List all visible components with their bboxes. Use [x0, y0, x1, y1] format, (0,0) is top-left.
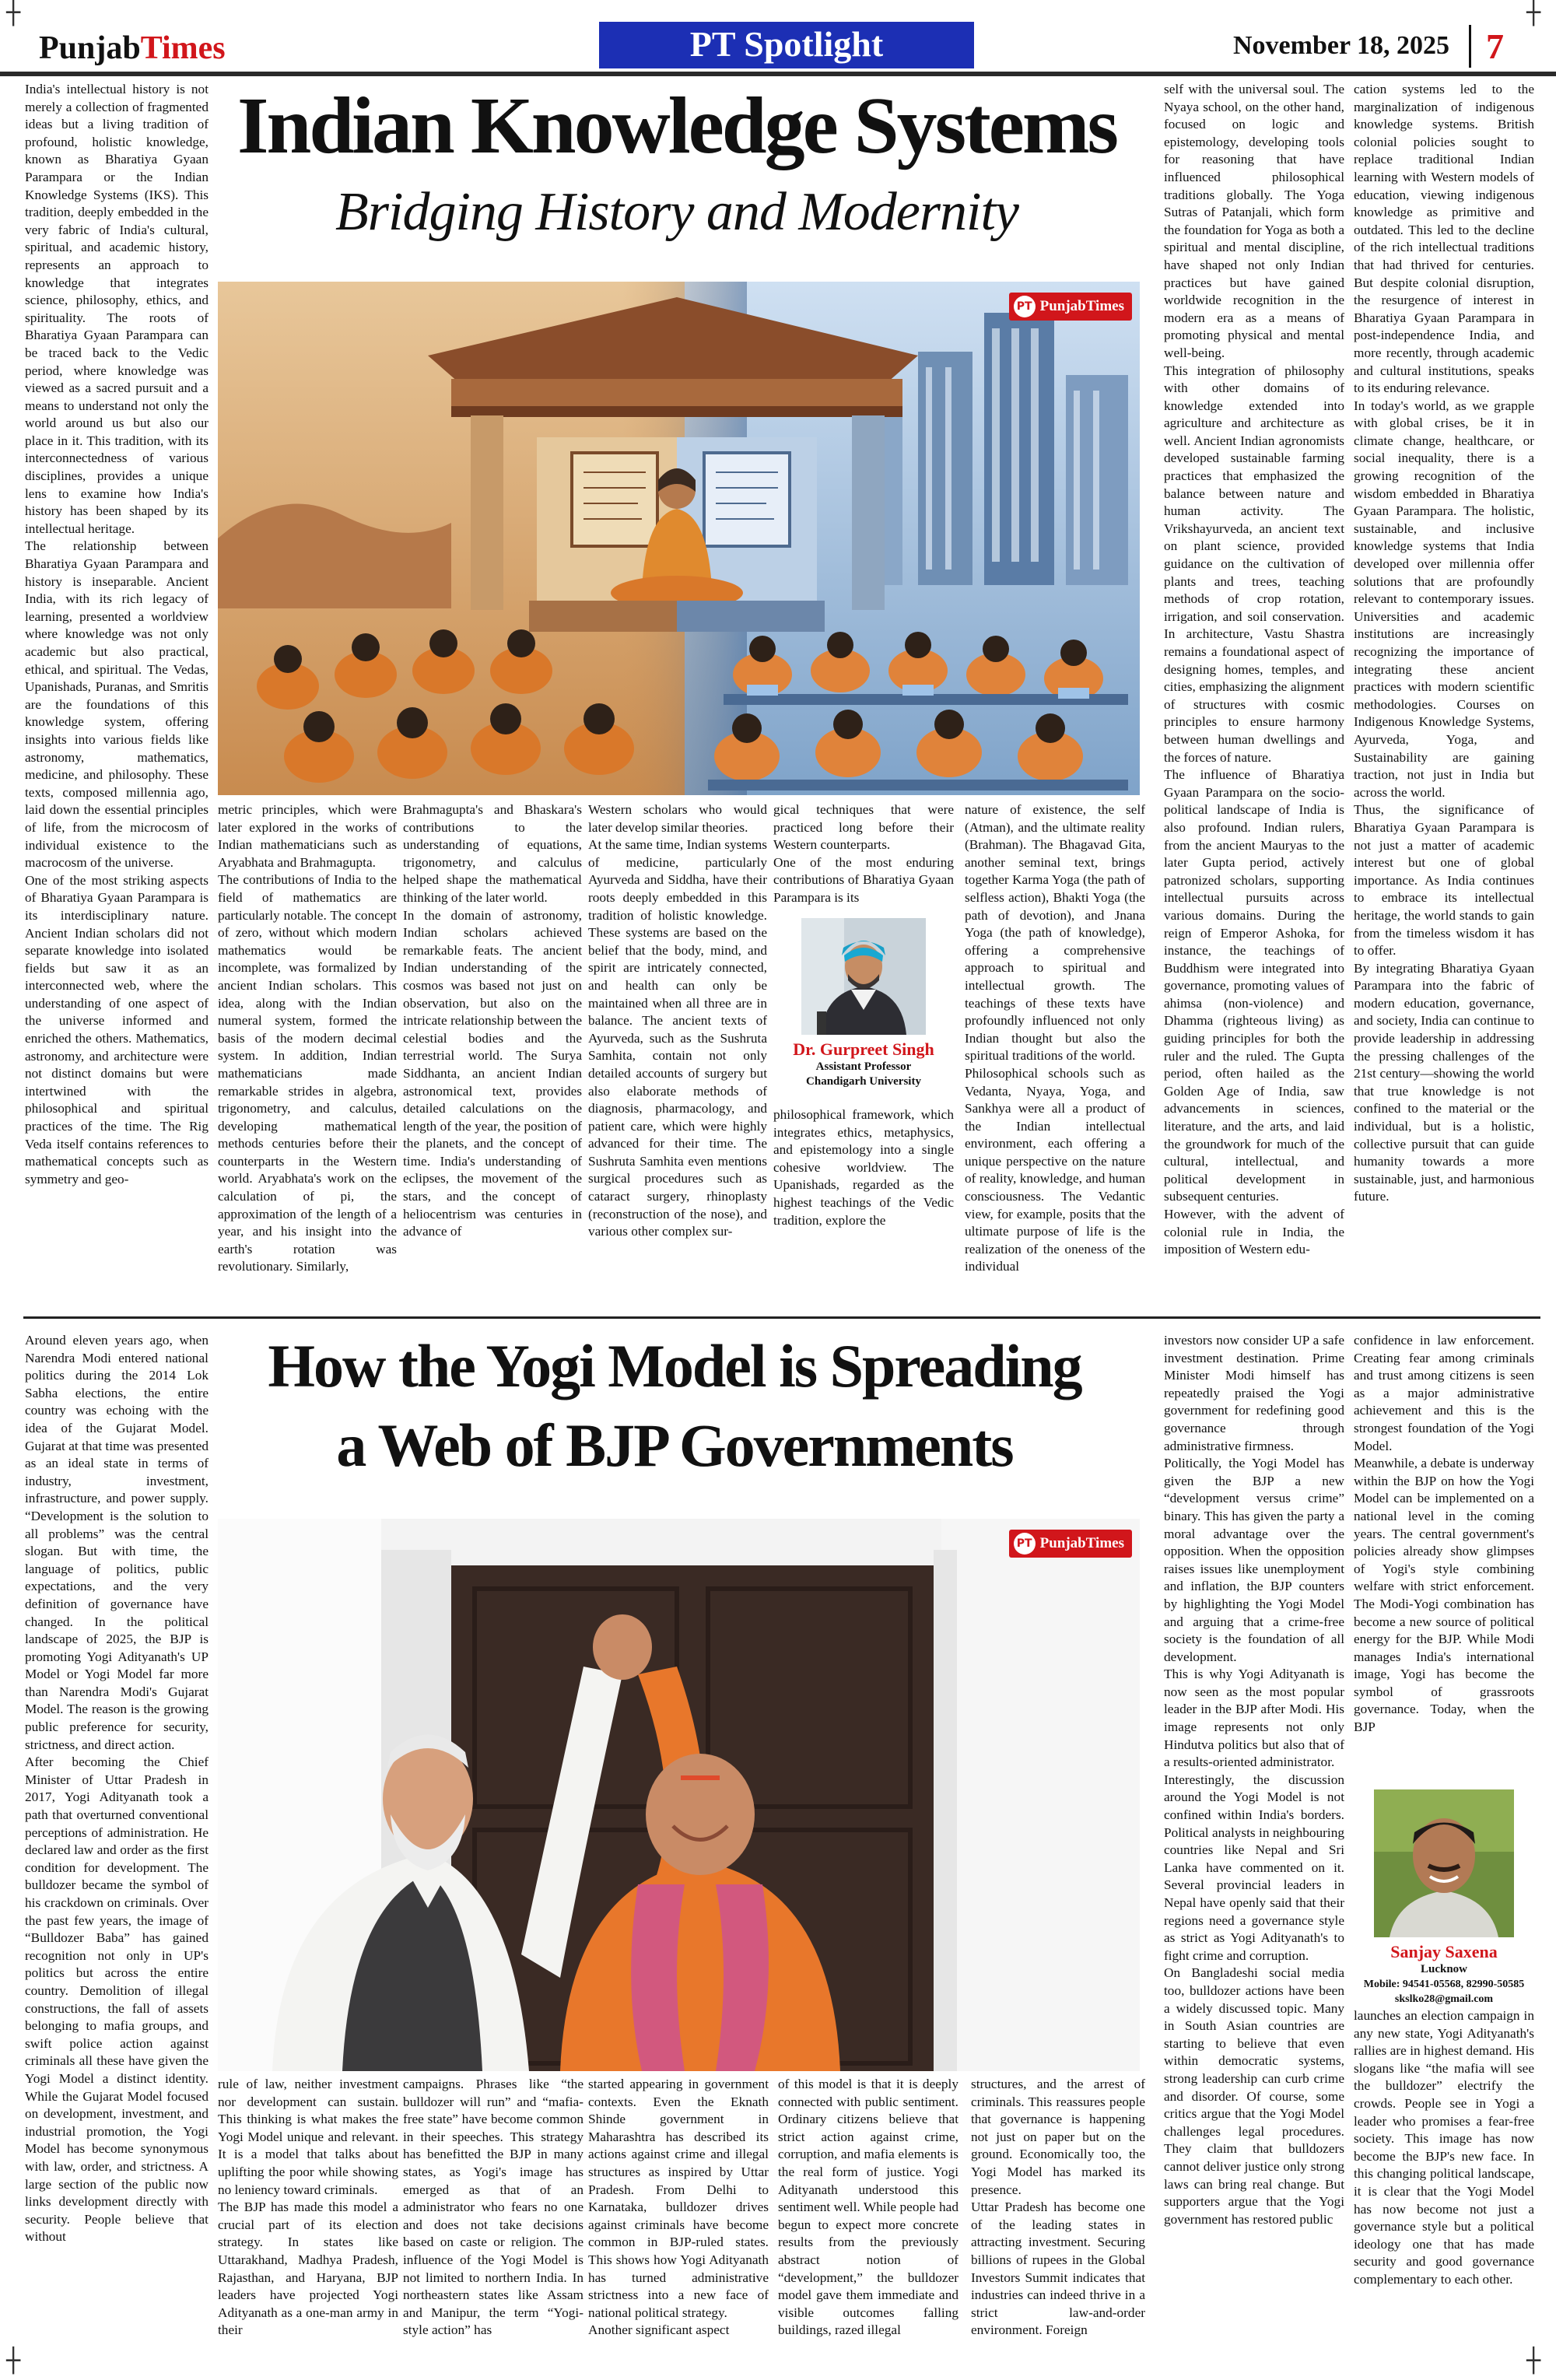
issue-date: November 18, 2025	[1233, 31, 1449, 60]
author2-portrait-icon	[1374, 1789, 1514, 1937]
article1-column-2	[218, 801, 397, 1312]
paragraph: self with the universal soul. The Nyaya school, on the other hand, focused on logic and epistemology, developing tools for reasoning that have influenced philosophical traditions globally. The Yoga Sutras of Patanjali, which form the foundation for Yoga as both a spiritual and mental discipline, have shaped not only Indian practices but have gained worldwide recognition in the modern era as a means of promoting physical and mental well-being.	[1164, 82, 1344, 360]
article1-column-4	[588, 801, 767, 1312]
paragraph: cation systems led to the marginalization of indigenous knowledge systems. British colonial policies sought to replace traditional Indian learning with Western models of education, viewing indigenous knowledge as primitive and outdated. This led to the decline of the rich intellectual traditions that had thrived for centuries. But despite colonial disruption, the resurgence of interest in Bharatiya Gyaan Parampara in post-independence India, and more recently, through academic and cultural institutions, speaks to its enduring relevance.	[1354, 82, 1534, 396]
article2-author-box	[1354, 1789, 1534, 2005]
section-separator	[23, 1316, 1540, 1319]
article1-column-5	[773, 801, 954, 910]
crop-mark-icon: ┼	[6, 2347, 21, 2375]
paragraph: The contributions of India to the field of mathematics are particularly notable. The concept of zero, without which modern mathematics would be incomplete, was formalized by ancient Indian scholars. This idea, along with the Indian numeral system, formed the basis of the modern decimal system. In addition, Indian mathematicians made remarkable strides in algebra, trigonometry, and calculus, developing mathematical methods centuries before their counterparts in the Western world. Aryabhata's work on the calculation of pi, the approximation of the length of a year, and his insight into the earth's rotation was revolutionary. Similarly,	[218, 872, 397, 1274]
paragraph: This is why Yogi Adityanath is now seen as the most popular leader in the BJP after Modi. His image represents not only Hindutva politics but also that of a results-oriented administrator.	[1164, 1667, 1344, 1770]
page-number: 7	[1486, 26, 1504, 66]
pt-logo-icon: PT	[1014, 296, 1036, 317]
paragraph: philosophical framework, which integrates ethics, metaphysics, and epistemology into a single cohesive worldview. The Upanishads, regarded as the highest teachings of the Vedic tradition, explore the	[773, 1107, 954, 1228]
paragraph: Meanwhile, a debate is underway within the BJP on how the Yogi Model can be implemented on a national level in the coming years. The central government's policies already show glimpses of Yogi's style combining welfare with strict enforcement. The Modi-Yogi combination has become a new source of political energy for the BJP. While Modi manages India's international image, Yogi has become the symbol of grassroots governance. Today, when the BJP	[1354, 1456, 1534, 1735]
author2-mobile: Mobile: 94541-05568, 82990-50585	[1363, 1979, 1525, 1990]
paragraph: In the domain of astronomy, Indian scholars achieved remarkable feats. The ancient Indian understanding of the cosmos was based not just on observation, but also on the intricate relationship between the celestial bodies and the terrestrial world. The Surya Siddhanta, an ancient Indian astronomical text, provides detailed calculations on the length of the year, the position of the planets, and the concept of time. India's understanding of eclipses, the movement of the stars, and the concept of heliocentrism was centuries in advance of	[403, 907, 582, 1239]
article1-column-3	[403, 801, 582, 1312]
paragraph: rule of law, neither investment nor development can sustain. This thinking is what makes the Yogi Model unique and relevant. It is a model that talks about uplifting the poor while showing no leniency toward criminals.	[218, 2077, 398, 2197]
section-banner: PT Spotlight	[599, 22, 974, 68]
article1-author-box	[773, 918, 954, 1100]
article2-headline	[219, 1327, 1130, 1485]
paragraph: In today's world, as we grapple with global crises, be it in climate change, healthcare, or social inequality, there is a growing recognition of the wisdom embedded in Bharatiya Gyaan Parampara. The holistic, sustainable, and inclusive knowledge systems that India developed over millennia offer solutions that are profoundly relevant to contemporary issues. Universities and academic institutions are increasingly recognizing the importance of integrating these ancient practices with modern scientific methodologies. Courses on Indigenous Knowledge Systems, Ayurveda, Yoga, and Sustainability are gaining traction, not just in India but across the world.	[1354, 398, 1534, 800]
paragraph: By integrating Bharatiya Gyaan Parampara into the fabric of modern education, governance, and society, India can continue to provide leadership in addressing the pressing challenges of the 21st century—showing the world that true knowledge is not confined to the material or the individual, but is a holistic, collective pursuit that can guide humanity towards a more sustainable, just, and harmonious future.	[1354, 960, 1534, 1204]
article1-headline: Indian Knowledge Systems	[237, 81, 1116, 170]
article2-column-2	[218, 2076, 398, 2359]
article2-column-1	[25, 1332, 209, 2359]
article2-column-6	[971, 2076, 1145, 2359]
masthead	[0, 0, 1556, 74]
article1-column-1	[25, 81, 209, 1312]
author-organization: Chandigarh University	[806, 1075, 921, 1088]
brand-logo	[39, 30, 226, 67]
punjabtimes-badge	[1009, 293, 1132, 321]
author2-photo	[1374, 1789, 1514, 1937]
paragraph: The BJP has made this model a crucial part of its election strategy. In states like Uttarakhand, Madhya Pradesh, Rajasthan, and Haryana, BJP leaders have projected Yogi Adityanath as a one-man army in their	[218, 2199, 398, 2338]
article1-column-7	[965, 801, 1145, 1312]
article2-column-8	[1354, 1332, 1534, 1787]
paragraph: campaigns. Phrases like “the bulldozer will run” and “mafia-free state” have become common in their speeches. This strategy has benefitted the BJP in many states, as Yogi's image has emerged as that of an administrator who fears no one and does not take decisions based on caste or religion. The influence of the Yogi Model is not limited to northern India. In northeastern states like Assam and Manipur, the term “Yogi-style action” has	[403, 2077, 584, 2338]
crop-mark-icon: ┼	[1526, 0, 1541, 26]
paragraph: The relationship between Bharatiya Gyaan Parampara and history is inseparable. Ancient India, with its rich legacy of learning, presented a worldview where knowledge was not only academic but also practical, ethical, and spiritual. The Vedas, Upanishads, Puranas, and Smritis are the foundations of this knowledge system, offering insights into various fields like astronomy, mathematics, medicine, and philosophy. These texts, composed millennia ago, laid down the essential principles of life, from the microcosm of individual existence to the macrocosm of the universe.	[25, 538, 209, 871]
author2-name: Sanjay Saxena	[1390, 1942, 1498, 1961]
paragraph: However, with the advent of colonial rule in India, the imposition of Western edu-	[1164, 1207, 1344, 1257]
paragraph: launches an election campaign in any new state, Yogi Adityanath's rallies are in highest demand. His slogans like “the mafia will see the bulldozer” electrify the crowds. People see in Yogi a leader who promises a fear-free society. This image has now become the BJP's new face. In this changing political landscape, it is clear that the Yogi Model has now become not just a governance style but a political ideology one that has made security and good governance complementary to each other.	[1354, 2008, 1534, 2287]
article1-subheadline: Bridging History and Modernity	[335, 182, 1018, 242]
masthead-rule	[0, 72, 1556, 76]
article2-headline-line1: How the Yogi Model is Spreading	[268, 1332, 1081, 1400]
brand-main: Punjab	[39, 30, 141, 66]
paragraph: confidence in law enforcement. Creating fear among criminals and trust among citizens is seen as a major administrative achievement and this is the strongest foundation of the Yogi Model.	[1354, 1333, 1534, 1453]
author2-email: skslko28@gmail.com	[1394, 1993, 1494, 2005]
paragraph: After becoming the Chief Minister of Uttar Pradesh in 2017, Yogi Adityanath took a path that overturned conventional perceptions of administration. He declared law and order as the first condition for development. The bulldozer became the symbol of his crackdown on criminals. Over the past few years, the image of “Bulldozer Baba” has gained recognition not only in UP's politics but across the entire country. Demolition of illegal constructions, the fall of assets belonging to mafia groups, and swift police action against criminals all these have given the Yogi Model a distinct identity. While the Gujarat Model focused on development, investment, and industrial promotion, the Yogi Model has become synonymous with law, order, and strictness. A large section of the public now links development directly with security. People believe that without	[25, 1754, 209, 2245]
paragraph: Around eleven years ago, when Narendra Modi entered national politics during the 2014 Lok Sabha elections, the entire country was echoing with the idea of the Gujarat Model. Gujarat at that time was presented as an ideal state in terms of industry, investment, infrastructure, and power supply. “Development is the solution to all problems” was the central slogan. But with time, the language of politics, public expectations, and the very definition of governance have changed. In the political landscape of 2025, the BJP is promoting Yogi Adityanath's UP Model or Yogi Model far more than Narendra Modi's Gujarat Model. The reason is the growing public preference for security, strictness, and direct action.	[25, 1333, 209, 1752]
crop-mark-icon: ┼	[6, 0, 21, 26]
guru-classroom-illustration	[218, 282, 1140, 795]
article1-column-6	[773, 1106, 954, 1312]
paragraph: Western scholars who would later develop similar theories.	[588, 802, 767, 835]
crop-mark-icon: ┼	[1526, 2347, 1541, 2375]
masthead-divider	[1469, 25, 1471, 68]
paragraph: metric principles, which were later explored in the works of Indian mathematicians such as Aryabhata and Brahmagupta.	[218, 802, 397, 870]
paragraph: India's intellectual history is not merely a collection of fragmented ideas but a living tradition of profound, holistic knowledge, known as Bharatiya Gyaan Parampara or the Indian Knowledge Systems (IKS). This tradition, deeply embedded in the very fabric of India's cultural, spiritual, and academic history, represents an approach to knowledge that integrates science, philosophy, ethics, and spirituality. The roots of Bharatiya Gyaan Parampara can be traced back to the Vedic period, where knowledge was viewed as a sacred pursuit and a means to understand not only the world around us but also our place in it. This tradition, with its interconnectedness of various disciplines, provides a unique lens to examine how India's history has been shaped by its intellectual heritage.	[25, 82, 209, 536]
article2-column-7	[1164, 1332, 1344, 2359]
paragraph: Philosophical schools such as Vedanta, Nyaya, Yoga, and Sankhya were all a product of the Indian intellectual environment, each offering a unique perspective on the nature of reality, knowledge, and human consciousness. The Vedantic view, for example, posits that the ultimate purpose of life is the realization of the oneness of the individual	[965, 1065, 1145, 1274]
paragraph: At the same time, Indian systems of medicine, particularly Ayurveda and Siddha, have their roots deeply embedded in this tradition of holistic knowledge. These systems are based on the belief that the body, mind, and spirit are intricately connected, and health can only be maintained when all three are in balance. The ancient texts of Ayurveda, such as the Sushruta Samhita, contain not only detailed accounts of surgery but also elaborate methods of diagnosis, pharmacology, and patient care, which were highly advanced for their time. The Sushruta Samhita even mentions surgical procedures such as cataract surgery, rhinoplasty (reconstruction of the nose), and various other complex sur-	[588, 837, 767, 1239]
paragraph: One of the most striking aspects of Bharatiya Gyaan Parampara is its interdisciplinary nature. Ancient Indian scholars did not separate knowledge into isolated fields but saw it as an interconnected web, where the understanding of one aspect of the universe informed and enriched the others. Mathematics, astronomy, and architecture were not distinct domains but were intertwined with the philosophical and spiritual practices of the time. The Rig Veda itself contains references to mathematical concepts such as symmetry and geo-	[25, 872, 209, 1186]
pt-logo-icon-2: PT	[1014, 1533, 1036, 1555]
badge-label: PunjabTimes	[1039, 298, 1124, 314]
paragraph: Politically, the Yogi Model has given the BJP a new “development versus crime” binary. This has given the party a moral advantage over the opposition. When the opposition raises issues like unemployment and inflation, the BJP counters by highlighting the Yogi Model and arguing that a crime-free society is the foundation of all development.	[1164, 1456, 1344, 1664]
paragraph: This integration of philosophy with other domains of knowledge extended into agriculture and architecture as well. Ancient Indian agronomists developed sustainable farming practices that emphasized the balance between nature and human activity. The Vrikshayurveda, an ancient text on plant science, provided guidance on the cultivation of plants and trees, teaching methods of crop rotation, irrigation, and soil conservation. In architecture, Vastu Shastra remains a foundational aspect of designing homes, temples, and cities, emphasizing the alignment of structures with cosmic principles to ensure harmony between human dwellings and the forces of nature.	[1164, 363, 1344, 765]
article2-column-5	[778, 2076, 958, 2359]
paragraph: Thus, the significance of Bharatiya Gyaan Parampara is not just a matter of academic interest but one of global importance. As India continues to embrace its intellectual heritage, the world stands to gain from the timeless wisdom it has to offer.	[1354, 802, 1534, 959]
article2-column-4	[588, 2076, 769, 2359]
paragraph: Uttar Pradesh has become one of the leading states in attracting investment. Securing billions of rupees in the Global Investors Summit indicates that industries can indeed thrive in a strict law-and-order environment. Foreign	[971, 2199, 1145, 2338]
author-photo	[801, 918, 926, 1035]
author-role: Assistant Professor	[815, 1060, 912, 1073]
author-portrait-icon	[801, 918, 926, 1035]
brand-accent: Times	[140, 30, 226, 66]
paragraph: gical techniques that were practiced long before their Western counterparts.	[773, 802, 954, 853]
article1-illustration	[218, 282, 1140, 795]
article2-headline-line2: a Web of BJP Governments	[336, 1411, 1013, 1479]
paragraph: One of the most enduring contributions of Bharatiya Gyaan Parampara is its	[773, 854, 954, 905]
article1-column-9	[1354, 81, 1534, 1312]
article1-column-8	[1164, 81, 1344, 1312]
paragraph: Brahmagupta's and Bhaskara's contributions to the understanding of equations, trigonometry, and calculus helped shape the mathematical thinking of the later world.	[403, 802, 582, 905]
paragraph: On Bangladeshi social media too, bulldozer actions have been a widely discussed topic. Many in South Asian countries are starting to believe that even within democratic systems, strong leadership can curb crime and disorder. Of course, some critics argue that the Yogi Model challenges legal procedures. They claim that bulldozers cannot deliver justice only strong laws can bring real change. But supporters argue that the Yogi government has restored public	[1164, 1965, 1344, 2227]
author-name: Dr. Gurpreet Singh	[793, 1039, 934, 1059]
leaders-photo	[218, 1519, 1140, 2071]
article2-column-3	[403, 2076, 584, 2359]
punjabtimes-badge-2	[1009, 1530, 1132, 1558]
paragraph: nature of existence, the self (Atman), and the ultimate reality (Brahman). The Bhagavad Gita, another seminal text, brings together Karma Yoga (the path of selfless action), Bhakti Yoga (the path of devotion), and Jnana Yoga (the path of knowledge), offering a comprehensive approach to spiritual and intellectual growth. The teachings of these texts have profoundly influenced not only Indian thought but also the spiritual traditions of the world.	[965, 802, 1145, 1064]
author2-city: Lucknow	[1420, 1963, 1468, 1975]
badge-label-2: PunjabTimes	[1039, 1535, 1124, 1551]
paragraph: Another significant aspect	[588, 2322, 730, 2338]
article2-column-9	[1354, 2007, 1534, 2359]
paragraph: Interestingly, the discussion around the Yogi Model is not confined within India's borders. Political analysts in neighbouring countries like Nepal and Sri Lanka have commented on it. Several provincial leaders in Nepal have openly said that their regions need a governance style as strict as Yogi Adityanath's to fight crime and corruption.	[1164, 1772, 1344, 1963]
paragraph: started appearing in government contexts. Even the Eknath Shinde government in Maharashtra has described its actions against crime and illegal structures as inspired by Uttar Pradesh. From Delhi to Karnataka, bulldozer drives against criminals have become common in BJP-ruled states. This shows how Yogi Adityanath has turned administrative strictness into a new face of national political strategy.	[588, 2077, 769, 2320]
paragraph: of this model is that it is deeply connected with public sentiment. Ordinary citizens believe that strict action against crime, corruption, and mafia elements is the real form of justice. Yogi Adityanath understood this sentiment well. While people had begun to expect more concrete results from the previously abstract notion of “development,” the bulldozer model gave them immediate and visible outcomes falling buildings, razed illegal	[778, 2077, 958, 2338]
article2-photo	[218, 1519, 1140, 2071]
paragraph: structures, and the arrest of criminals. This reassures people that governance is happening not just on paper but on the ground. Economically too, the Yogi Model has marked its presence.	[971, 2077, 1145, 2197]
paragraph: The influence of Bharatiya Gyaan Parampara on the socio-political landscape of India is also profound. Indian rulers, from the ancient Mauryas to the later Gupta period, actively patronized scholars, supporting intellectual pursuits across various domains. During the reign of Emperor Ashoka, for instance, the teachings of Buddhism were integrated into governance, promoting values of ahimsa (non-violence) and Dhamma (righteous living) as guiding principles for both the ruler and the ruled. The Gupta period, often hailed as the Golden Age of India, saw advancements in sciences, literature, and the arts, and laid the groundwork for much of the cultural, intellectual, and political development in subsequent centuries.	[1164, 767, 1344, 1204]
paragraph: investors now consider UP a safe investment destination. Prime Minister Modi himself has repeatedly praised the Yogi government for redefining good governance through administrative firmness.	[1164, 1333, 1344, 1453]
